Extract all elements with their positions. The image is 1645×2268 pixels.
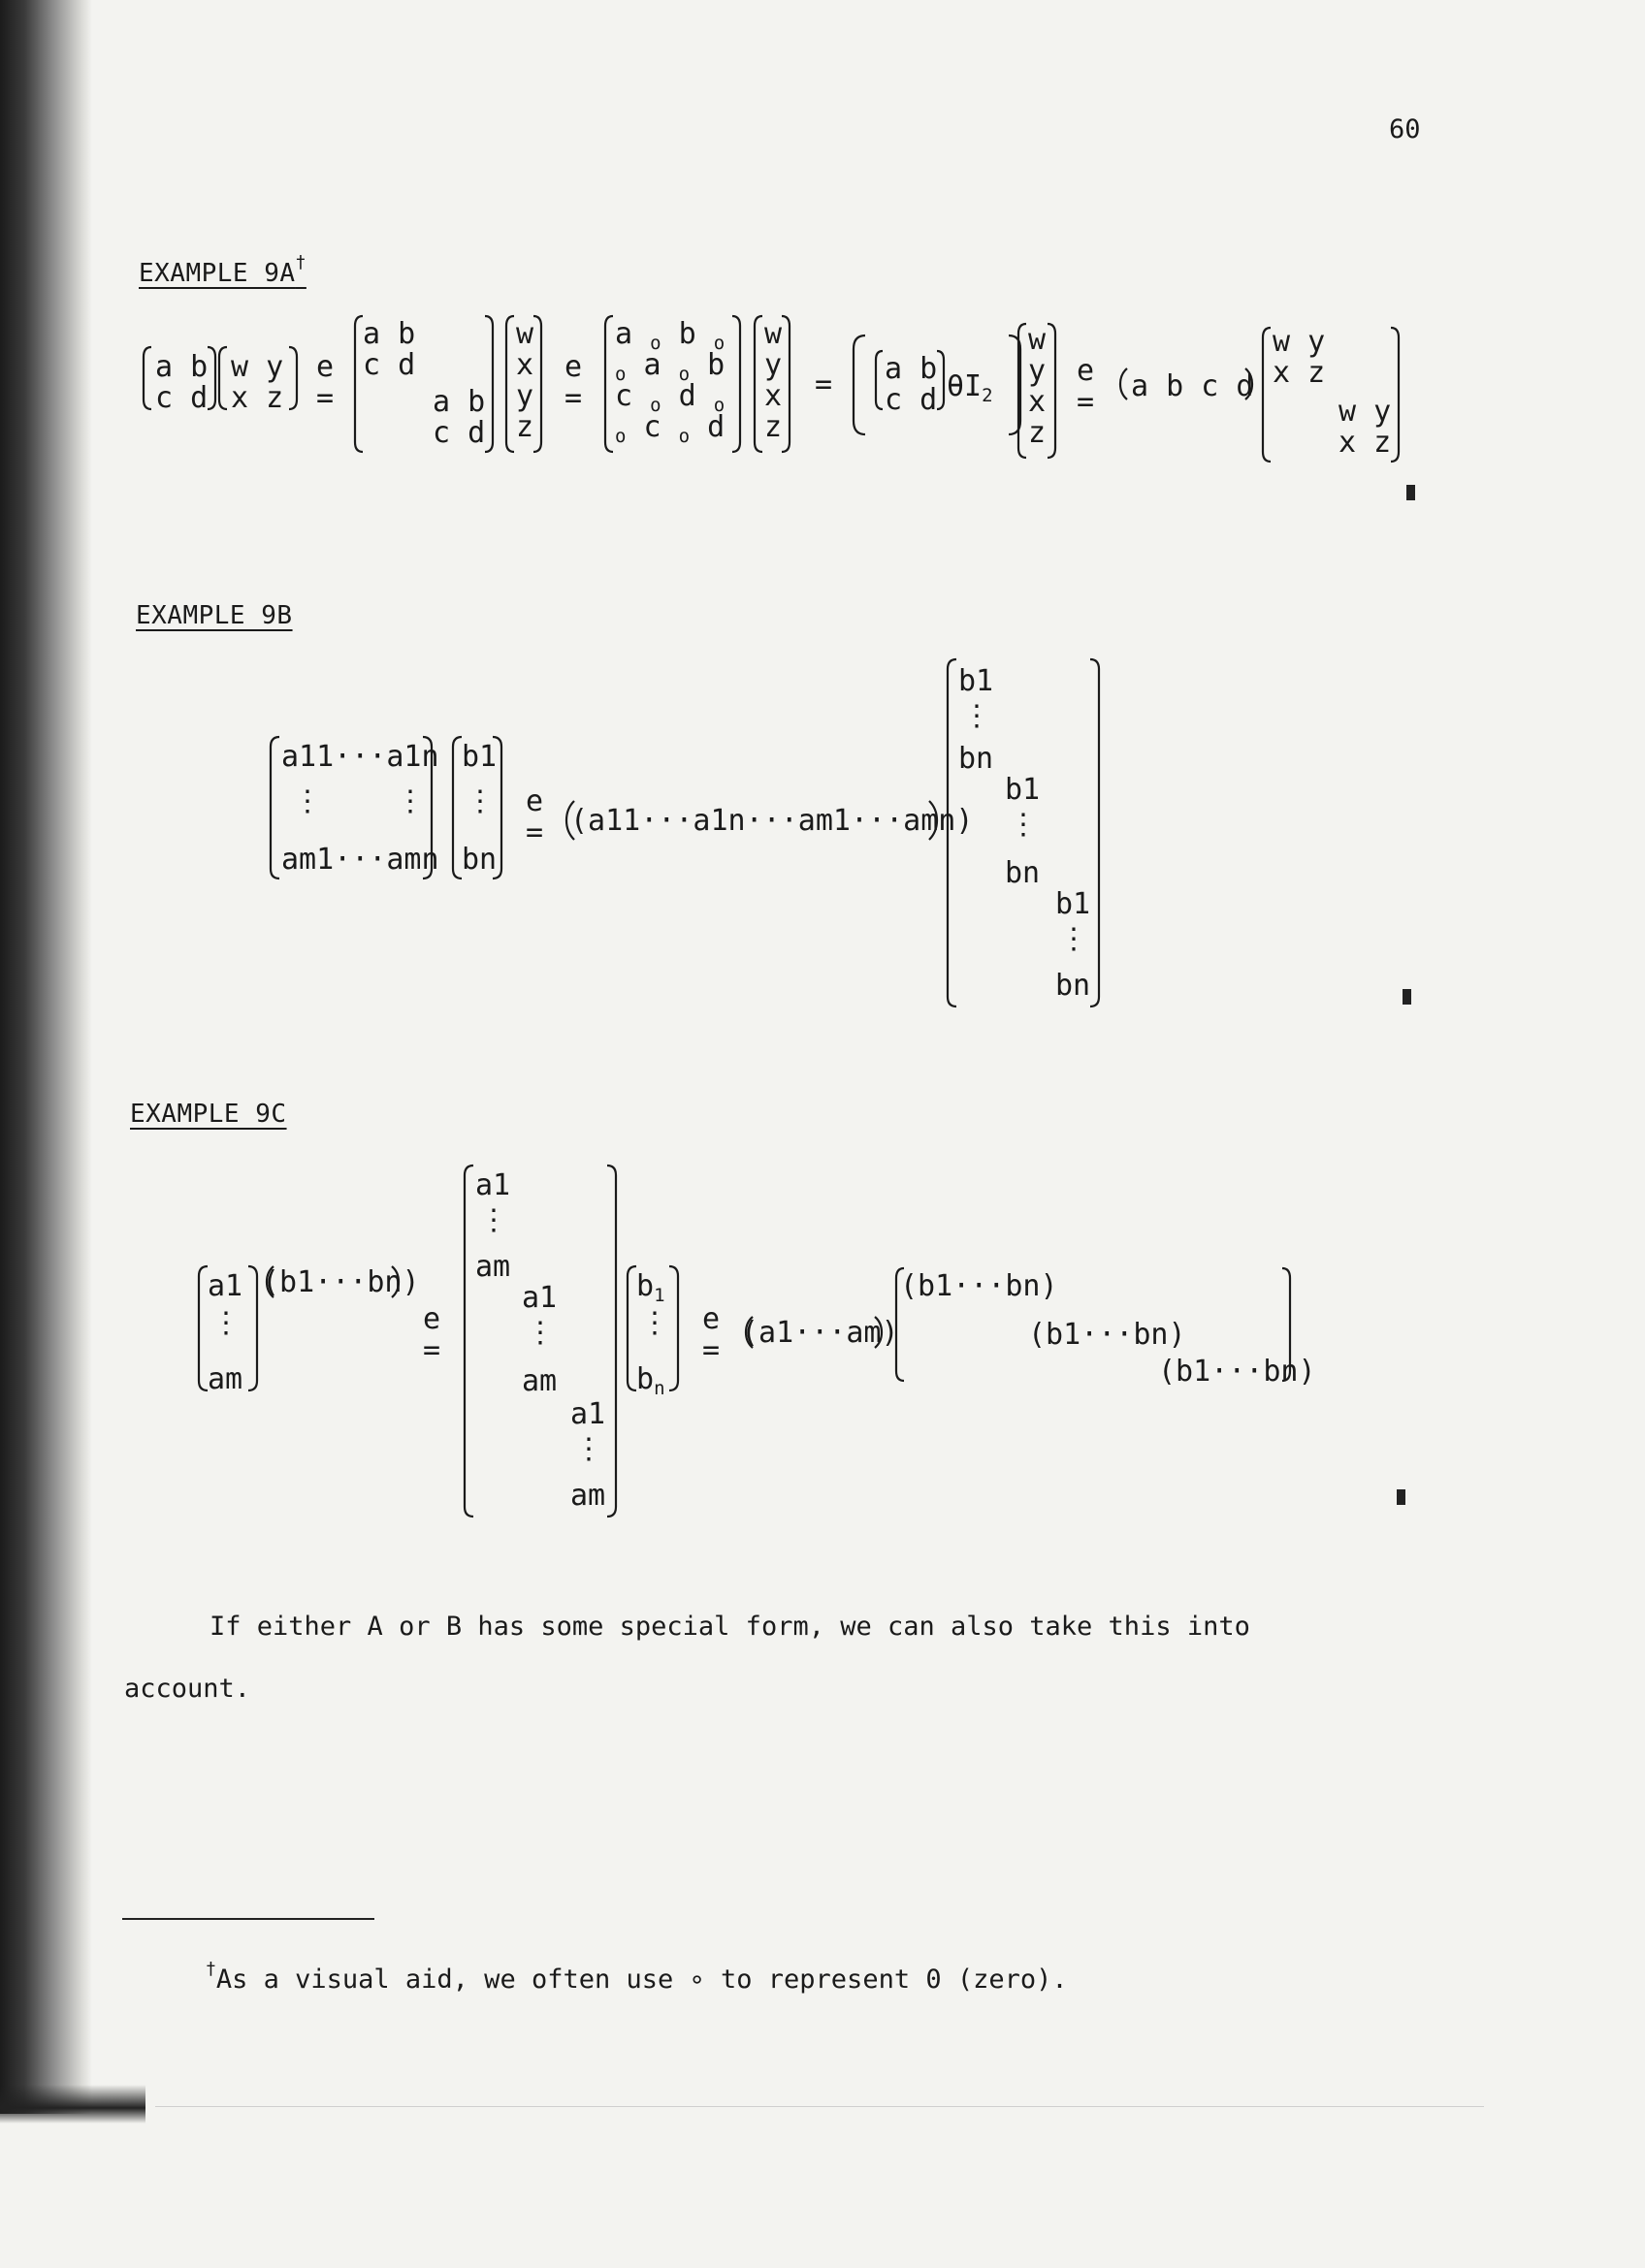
e-symbol: e [702,1302,721,1336]
m2-r2: x z [231,381,284,415]
m4-r2: $_o$ a $_o$ b [615,348,726,385]
vec-am: am [208,1362,243,1396]
m6-r3: w y [1339,395,1392,429]
vdots: ⋮ [574,1432,603,1466]
footnote-rule [122,1918,374,1920]
vdots: ⋮ [640,1306,669,1340]
vdots: ⋮ [1009,808,1038,842]
body-text-line: account. [124,1674,251,1704]
m3-r2: c d [363,348,416,382]
vec-a1: a1 [208,1269,243,1303]
blk-bn: bn [958,742,994,776]
vdots: ⋮ [293,784,322,818]
blk-b1: b1 [1005,773,1041,807]
e-symbol: e [1077,354,1095,388]
vec-b1: b1 [462,740,498,774]
m-row2: am1···amn [281,843,439,877]
vdots: ⋮ [962,699,991,733]
equals-symbol: = [1077,385,1095,419]
m1-r2: c d [155,381,209,415]
v-z: z [516,410,534,444]
blk-a1: a1 [475,1168,511,1202]
blk-row-b: (b1···bn) [900,1269,1058,1303]
v2-y: y [764,348,783,382]
blk-b1: b1 [958,664,994,698]
dagger-marker: † [295,252,306,272]
vec-b1: $b_1$ [636,1269,665,1306]
m1-r1: a b [155,350,209,384]
example-9c-heading: EXAMPLE 9C [130,1100,287,1129]
end-of-example-mark [1406,485,1415,500]
equals-symbol: = [564,381,583,415]
m6-r4: x z [1339,426,1392,460]
m3-r3: a b [433,385,486,419]
blk-a1: a1 [570,1397,606,1431]
blk-row-b: (b1···bn) [1158,1355,1316,1389]
equals-symbol: = [815,367,833,401]
v3-z: z [1028,416,1047,450]
example-9b-heading: EXAMPLE 9B [136,601,293,630]
m3-r1: a b [363,317,416,351]
m3-r4: c d [433,416,486,450]
m5-r1: a b [885,352,938,386]
v-w: w [516,317,534,351]
v-y: y [516,379,534,413]
blk-bn: bn [1055,969,1091,1003]
blk-am: am [570,1479,606,1513]
vec-bn: bn [462,843,498,877]
v2-z: z [764,410,783,444]
vdots: ⋮ [396,784,425,818]
blk-bn: bn [1005,856,1041,890]
m-row1: a11···a1n [281,740,439,774]
example-9a-heading: EXAMPLE 9A† [139,252,306,288]
footnote: †As a visual aid, we often use ∘ to represent 0 (zero). [206,1959,1068,1995]
e-symbol: e [423,1302,441,1336]
vdots: ⋮ [526,1316,555,1350]
row-b: (b1···bn) [262,1265,420,1299]
v2-x: x [764,379,783,413]
m4-r4: $_o$ c $_o$ d [615,410,726,447]
kronecker-identity: $\theta I_2$ [947,369,993,406]
row-a: (a1···am) [741,1316,899,1350]
e-symbol: e [564,350,583,384]
end-of-example-mark [1403,989,1411,1005]
v3-w: w [1028,323,1047,357]
row-a: (a11···a1n···am1···amn) [570,804,974,838]
m6-r2: x z [1273,356,1326,390]
faint-bottom-line [155,2106,1484,2107]
blk-am: am [475,1250,511,1284]
m5-r2: c d [885,383,938,417]
end-of-example-mark [1397,1489,1405,1505]
blk-row-b: (b1···bn) [1028,1318,1186,1352]
blk-am: am [522,1364,558,1398]
m4-r1: a $_o$ b $_o$ [615,317,726,354]
body-text-line: If either A or B has some special form, we can also take this into [210,1612,1250,1642]
v2-w: w [764,317,783,351]
vdots: ⋮ [479,1203,508,1237]
m2-r1: w y [231,350,284,384]
page-number: 60 [1389,114,1421,144]
v3-y: y [1028,354,1047,388]
vdots: ⋮ [211,1306,241,1340]
m4-r3: c $_o$ d $_o$ [615,379,726,416]
blk-a1: a1 [522,1281,558,1315]
equals-symbol: = [526,815,544,849]
v3-x: x [1028,385,1047,419]
vec-bn: $b_n$ [636,1362,665,1399]
vdots: ⋮ [1059,922,1088,956]
equals-symbol: = [423,1333,441,1367]
blk-b1: b1 [1055,887,1091,921]
e-symbol: e [316,350,335,384]
equals-symbol: = [702,1333,721,1367]
equals-symbol: = [316,381,335,415]
vdots: ⋮ [466,784,495,818]
e-symbol: e [526,784,544,818]
row-abcd: a b c d [1131,369,1254,403]
m6-r1: w y [1273,325,1326,359]
v-x: x [516,348,534,382]
